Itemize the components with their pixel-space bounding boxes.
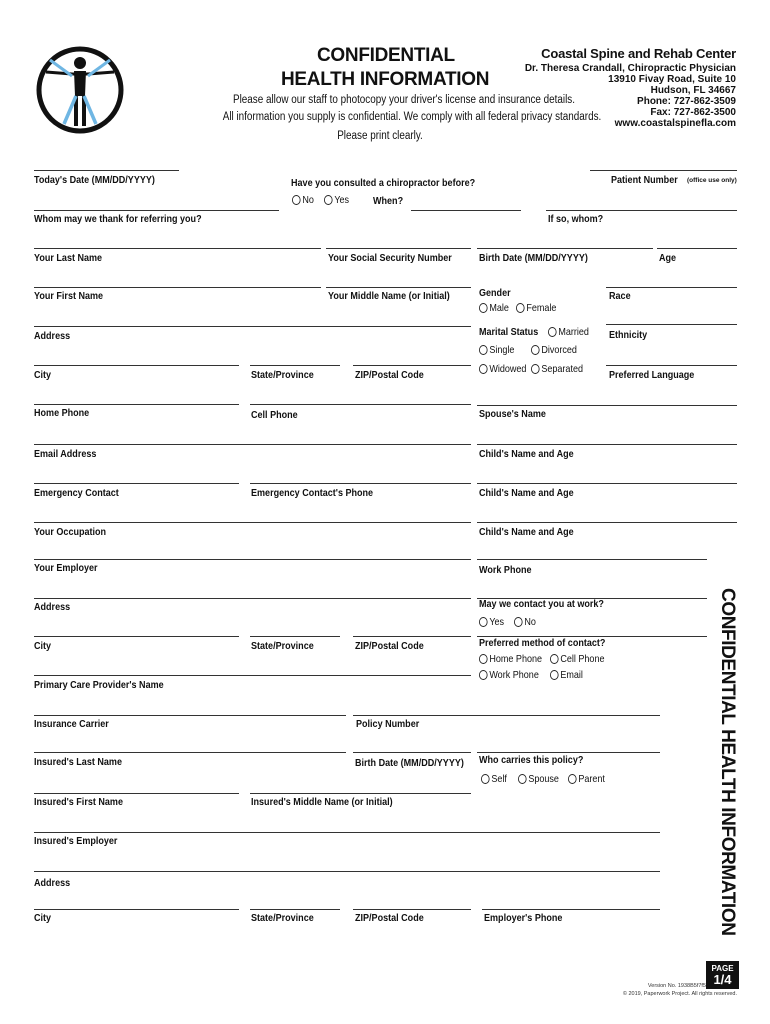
option-label: Spouse [528, 773, 559, 785]
city-field[interactable] [34, 365, 239, 366]
option-label: Email [560, 669, 583, 681]
radio-circle-icon [481, 774, 490, 784]
race-label: Race [609, 290, 631, 302]
work-phone-field[interactable] [477, 559, 707, 560]
age-label: Age [659, 252, 677, 264]
employer-zip-label: ZIP/Postal Code [355, 640, 424, 652]
radio-circle-icon [514, 617, 523, 627]
consulted-no-radio[interactable] [292, 194, 314, 206]
ssn-label: Your Social Security Number [328, 252, 452, 264]
insured-last-field[interactable] [34, 752, 346, 753]
contact-at-work-label: May we contact you at work? [479, 598, 604, 610]
option-label: No [524, 616, 536, 628]
insurance-address-label: Address [34, 877, 71, 889]
address-label: Address [34, 330, 71, 342]
radio-circle-icon [479, 364, 488, 374]
clinic-city-state: Hudson, FL 34667 [650, 85, 736, 96]
employer-address-field[interactable] [34, 598, 471, 599]
cell-phone-label: Cell Phone [251, 409, 298, 421]
employer-state-field[interactable] [250, 636, 340, 637]
child3-label: Child's Name and Age [479, 526, 574, 538]
emergency-phone-label: Emergency Contact's Phone [251, 487, 374, 499]
radio-circle-icon [568, 774, 577, 784]
option-label: Cell Phone [560, 653, 605, 665]
radio-circle-icon [516, 303, 525, 313]
preferred-language-label: Preferred Language [609, 369, 695, 381]
when-field[interactable] [411, 210, 521, 211]
intro-line3: Please print clearly. [337, 130, 423, 142]
radio-circle-icon [479, 654, 488, 664]
insured-middle-field[interactable] [250, 793, 471, 794]
option-label: Divorced [541, 344, 577, 356]
spouse-name-label: Spouse's Name [479, 408, 546, 420]
insured-last-label: Insured's Last Name [34, 756, 122, 768]
carrier-spouse-radio[interactable] [518, 773, 559, 785]
last-name-field[interactable] [34, 248, 321, 249]
zip-label: ZIP/Postal Code [355, 369, 424, 381]
insurance-city-field[interactable] [34, 909, 239, 910]
radio-circle-icon [550, 654, 559, 664]
gender-label: Gender [479, 287, 511, 299]
employer-phone-label: Employer's Phone [484, 912, 563, 924]
employer-state-label: State/Province [251, 640, 314, 652]
office-use-note: (office use only) [687, 177, 737, 184]
form-title-line1: CONFIDENTIAL [317, 45, 455, 66]
contact-work-no-radio[interactable] [514, 616, 536, 628]
zip-field[interactable] [353, 365, 471, 366]
carrier-self-radio[interactable] [481, 773, 507, 785]
todays-date-field[interactable] [34, 170, 179, 171]
option-label: Yes [489, 616, 505, 628]
radio-circle-icon [531, 345, 540, 355]
radio-circle-icon [479, 303, 488, 313]
occupation-label: Your Occupation [34, 526, 107, 538]
option-label: Male [489, 302, 509, 314]
page-number: 1/4 [713, 972, 732, 987]
employer-city-field[interactable] [34, 636, 239, 637]
consulted-question-label: Have you consulted a chiropractor before? [291, 177, 476, 189]
insured-first-label: Insured's First Name [34, 796, 123, 808]
insurance-zip-label: ZIP/Postal Code [355, 912, 424, 924]
carrier-parent-radio[interactable] [568, 773, 605, 785]
child2-label: Child's Name and Age [479, 487, 574, 499]
first-name-field[interactable] [34, 287, 321, 288]
address-field[interactable] [34, 326, 471, 327]
radio-circle-icon [324, 195, 333, 205]
employer-phone-field[interactable] [482, 909, 660, 910]
marital-divorced-radio[interactable] [531, 344, 577, 356]
clinic-fax: Fax: 727-862-3500 [650, 107, 736, 118]
insurance-state-label: State/Province [251, 912, 314, 924]
referral-field[interactable] [34, 210, 279, 211]
child1-field[interactable] [477, 444, 737, 445]
insured-employer-label: Insured's Employer [34, 835, 118, 847]
preferred-contact-label: Preferred method of contact? [479, 637, 606, 649]
version-text: Version No. 1938B5f7f5 [647, 983, 706, 989]
option-label: No [302, 194, 314, 206]
employer-city-label: City [34, 640, 52, 652]
marital-status-label: Marital Status [479, 326, 539, 338]
child1-label: Child's Name and Age [479, 448, 574, 460]
birth-date-label: Birth Date (MM/DD/YYYY) [479, 252, 588, 264]
form-title-line2: HEALTH INFORMATION [281, 69, 490, 90]
who-carries-label: Who carries this policy? [479, 754, 584, 766]
policy-number-field[interactable] [353, 715, 660, 716]
contact-cell-phone-radio[interactable] [550, 653, 605, 665]
city-label: City [34, 369, 52, 381]
marital-widowed-radio[interactable] [479, 363, 526, 375]
contact-work-yes-radio[interactable] [479, 616, 504, 628]
option-label: Parent [578, 773, 605, 785]
emergency-phone-field[interactable] [250, 483, 471, 484]
emergency-contact-label: Emergency Contact [34, 487, 119, 499]
physician-name: Dr. Theresa Crandall, Chiropractic Physician [524, 63, 736, 74]
page-indicator [706, 961, 739, 989]
email-field[interactable] [34, 444, 471, 445]
spouse-name-field[interactable] [477, 405, 737, 406]
middle-name-field[interactable] [326, 287, 471, 288]
clinic-address-block [525, 46, 736, 129]
clinic-website: www.coastalspinefla.com [614, 118, 736, 129]
gender-male-radio[interactable] [479, 302, 509, 314]
state-field[interactable] [250, 365, 340, 366]
when-label: When? [373, 195, 404, 207]
race-field[interactable] [606, 287, 737, 288]
marital-single-radio[interactable] [479, 344, 514, 356]
option-label: Work Phone [489, 669, 539, 681]
insurance-zip-field[interactable] [353, 909, 471, 910]
employer-field[interactable] [34, 559, 471, 560]
vitruvian-man-logo [36, 46, 124, 134]
middle-name-label: Your Middle Name (or Initial) [328, 290, 450, 302]
radio-circle-icon [548, 327, 557, 337]
birth-date-field[interactable] [477, 248, 653, 249]
todays-date-label: Today's Date (MM/DD/YYYY) [34, 174, 155, 186]
age-field[interactable] [657, 248, 737, 249]
employer-label: Your Employer [34, 562, 98, 574]
policy-number-label: Policy Number [356, 718, 420, 730]
contact-work-phone-radio[interactable] [479, 669, 539, 681]
option-label: Separated [541, 363, 584, 375]
employer-zip-field[interactable] [353, 636, 471, 637]
insured-middle-label: Insured's Middle Name (or Initial) [251, 796, 393, 808]
home-phone-field[interactable] [34, 404, 239, 405]
ssn-field[interactable] [326, 248, 471, 249]
copyright-text: © 2019, Paperwork Project. All rights reserved. [622, 991, 737, 997]
radio-circle-icon [479, 670, 488, 680]
referral-label: Whom may we thank for referring you? [34, 213, 202, 225]
insured-birth-label: Birth Date (MM/DD/YYYY) [355, 757, 464, 769]
clinic-name: Coastal Spine and Rehab Center [541, 46, 736, 61]
clinic-phone: Phone: 727-862-3509 [637, 96, 736, 107]
insurance-address-field[interactable] [34, 871, 660, 872]
option-label: Yes [334, 194, 350, 206]
child3-field[interactable] [477, 522, 737, 523]
option-label: Home Phone [489, 653, 543, 665]
employer-address-label: Address [34, 601, 71, 613]
cell-phone-field[interactable] [250, 404, 471, 405]
emergency-contact-field[interactable] [34, 483, 239, 484]
pcp-field[interactable] [34, 675, 471, 676]
insured-birth-field[interactable] [353, 752, 471, 753]
if-so-whom-field[interactable] [546, 210, 737, 211]
preferred-language-field[interactable] [606, 365, 737, 366]
intro-line1: Please allow our staff to photocopy your driver's license and insurance details. [232, 94, 576, 106]
page-label: PAGE [711, 964, 734, 973]
insurance-city-label: City [34, 912, 52, 924]
work-phone-label: Work Phone [479, 564, 532, 576]
occupation-field[interactable] [34, 522, 471, 523]
gender-female-radio[interactable] [516, 302, 556, 314]
intro-line2: All information you supply is confidential. We comply with all federal privacy standards. [222, 111, 602, 123]
radio-circle-icon [292, 195, 301, 205]
state-label: State/Province [251, 369, 314, 381]
marital-separated-radio[interactable] [531, 363, 583, 375]
home-phone-label: Home Phone [34, 407, 90, 419]
insured-employer-field[interactable] [34, 832, 660, 833]
who-carries-divider[interactable] [477, 752, 660, 753]
contact-home-phone-radio[interactable] [479, 653, 542, 665]
option-label: Married [558, 326, 589, 338]
first-name-label: Your First Name [34, 290, 104, 302]
insurance-carrier-field[interactable] [34, 715, 346, 716]
option-label: Female [526, 302, 557, 314]
patient-number-field[interactable] [590, 170, 737, 171]
option-label: Single [489, 344, 515, 356]
contact-email-radio[interactable] [550, 669, 583, 681]
ethnicity-label: Ethnicity [609, 329, 648, 341]
email-label: Email Address [34, 448, 97, 460]
clinic-street: 13910 Fivay Road, Suite 10 [608, 74, 736, 85]
side-vertical-title: CONFIDENTIAL HEALTH INFORMATION [717, 588, 738, 936]
marital-married-radio[interactable] [548, 326, 589, 338]
radio-circle-icon [479, 617, 488, 627]
radio-circle-icon [518, 774, 527, 784]
insurance-carrier-label: Insurance Carrier [34, 718, 109, 730]
option-label: Self [491, 773, 507, 785]
option-label: Widowed [489, 363, 527, 375]
ethnicity-field[interactable] [606, 324, 737, 325]
radio-circle-icon [531, 364, 540, 374]
last-name-label: Your Last Name [34, 252, 103, 264]
gender-options [479, 302, 563, 314]
pcp-label: Primary Care Provider's Name [34, 679, 164, 691]
radio-circle-icon [550, 670, 559, 680]
if-so-whom-label: If so, whom? [548, 213, 604, 225]
insurance-state-field[interactable] [250, 909, 340, 910]
patient-number-label: Patient Number [611, 174, 678, 186]
child2-field[interactable] [477, 483, 737, 484]
insured-first-field[interactable] [34, 793, 239, 794]
consulted-yes-radio[interactable] [324, 194, 349, 206]
radio-circle-icon [479, 345, 488, 355]
